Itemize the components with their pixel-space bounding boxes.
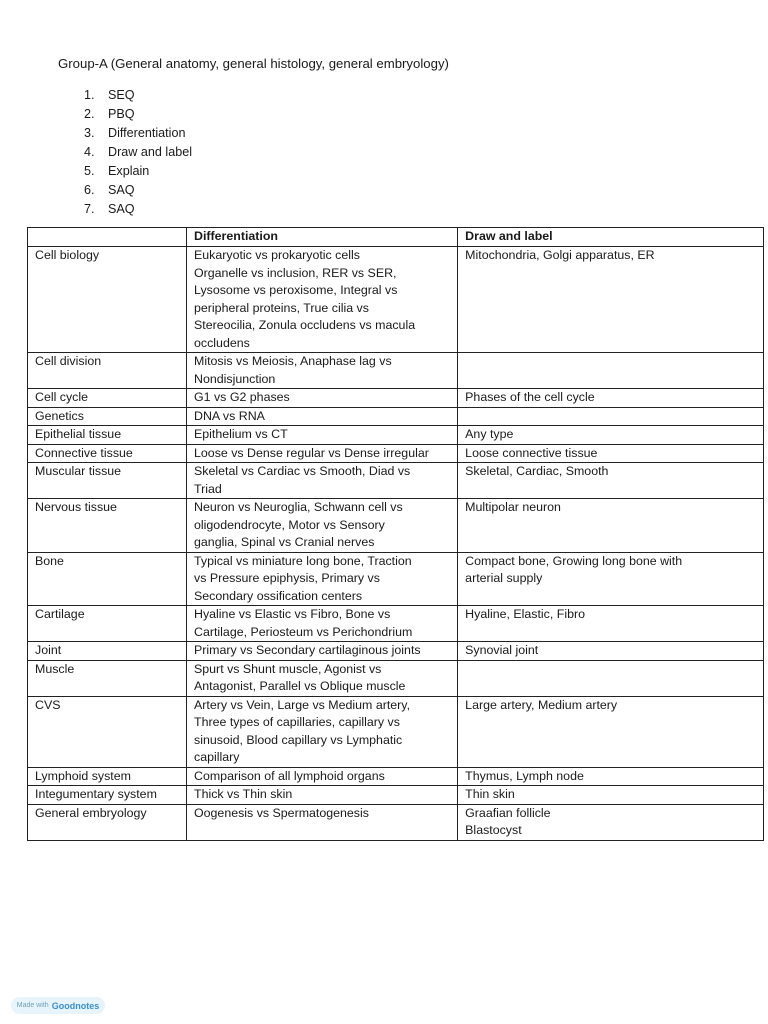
group-heading: Group-A (General anatomy, general histology, general embryology) [58,56,449,71]
table-row [28,407,764,426]
topic-cell: Genetics [28,407,187,426]
draw-label-cell: Multipolar neuron [458,499,764,553]
question-number: 7. [84,202,95,216]
table-row [28,444,764,463]
topic-cell: Bone [28,552,187,606]
draw-label-cell [458,407,764,426]
question-label: SAQ [108,183,135,197]
question-number: 5. [84,164,95,178]
differentiation-cell: Skeletal vs Cardiac vs Smooth, Diad vs Triad [187,463,458,499]
question-type-item [84,181,192,200]
question-label: SEQ [108,88,135,102]
draw-label-cell: Synovial joint [458,642,764,661]
topic-cell: Muscle [28,660,187,696]
table-row [28,552,764,606]
table-body [28,247,764,841]
topic-cell: Connective tissue [28,444,187,463]
table-row [28,247,764,353]
draw-label-cell: Thymus, Lymph node [458,767,764,786]
draw-label-cell: Large artery, Medium artery [458,696,764,767]
table-row [28,786,764,805]
question-number: 3. [84,126,95,140]
topic-cell: Cell cycle [28,389,187,408]
table-row [28,767,764,786]
topic-cell: CVS [28,696,187,767]
question-type-item [84,200,192,219]
draw-label-cell: Hyaline, Elastic, Fibro [458,606,764,642]
table-row [28,353,764,389]
question-type-item [84,124,192,143]
question-number: 6. [84,183,95,197]
goodnotes-watermark [11,997,105,1014]
draw-label-cell: Phases of the cell cycle [458,389,764,408]
question-type-item [84,162,192,181]
topic-cell: Muscular tissue [28,463,187,499]
header-differentiation: Differentiation [187,228,458,247]
topic-cell: Cartilage [28,606,187,642]
question-label: Differentiation [108,126,186,140]
question-label: Explain [108,164,150,178]
topic-cell: Cell biology [28,247,187,353]
table-row [28,389,764,408]
draw-label-cell [458,660,764,696]
differentiation-cell: Primary vs Secondary cartilaginous joints [187,642,458,661]
header-topic [28,228,187,247]
question-number: 1. [84,88,95,102]
draw-label-cell [458,353,764,389]
draw-label-cell: Skeletal, Cardiac, Smooth [458,463,764,499]
table-row [28,660,764,696]
topic-cell: General embryology [28,804,187,840]
differentiation-cell: Neuron vs Neuroglia, Schwann cell vs oligodendrocyte, Motor vs Sensory ganglia, Spinal vs Cranial nerves [187,499,458,553]
topic-cell: Epithelial tissue [28,426,187,445]
differentiation-cell: Eukaryotic vs prokaryotic cells Organelle vs inclusion, RER vs SER, Lysosome vs peroxisome, Integral vs peripheral proteins, True cilia vs Stereocilia, Zonula occludens vs macula occludens [187,247,458,353]
differentiation-cell: Artery vs Vein, Large vs Medium artery, Three types of capillaries, capillary vs sinusoid, Blood capillary vs Lymphatic capillary [187,696,458,767]
draw-label-cell: Loose connective tissue [458,444,764,463]
question-type-item [84,143,192,162]
differentiation-cell: G1 vs G2 phases [187,389,458,408]
question-label: SAQ [108,202,135,216]
question-type-item [84,105,192,124]
table-row [28,606,764,642]
watermark-brand: Goodnotes [51,1000,100,1011]
differentiation-cell: Spurt vs Shunt muscle, Agonist vs Antagonist, Parallel vs Oblique muscle [187,660,458,696]
topic-cell: Cell division [28,353,187,389]
table-row [28,642,764,661]
question-label: Draw and label [108,145,193,159]
differentiation-cell: Epithelium vs CT [187,426,458,445]
table-row [28,499,764,553]
draw-label-cell: Compact bone, Growing long bone with arterial supply [458,552,764,606]
differentiation-cell: Thick vs Thin skin [187,786,458,805]
table-header-row [28,228,764,247]
table-row [28,696,764,767]
differentiation-cell: Hyaline vs Elastic vs Fibro, Bone vs Cartilage, Periosteum vs Perichondrium [187,606,458,642]
draw-label-cell: Thin skin [458,786,764,805]
topic-cell: Integumentary system [28,786,187,805]
question-number: 2. [84,107,95,121]
topic-cell: Nervous tissue [28,499,187,553]
watermark-prefix: Made with [16,1002,49,1009]
table-row [28,426,764,445]
differentiation-cell: Comparison of all lymphoid organs [187,767,458,786]
question-type-item [84,86,192,105]
differentiation-cell: DNA vs RNA [187,407,458,426]
differentiation-cell: Oogenesis vs Spermatogenesis [187,804,458,840]
syllabus-table [27,227,764,841]
header-draw-and-label: Draw and label [458,228,764,247]
draw-label-cell: Graafian follicle Blastocyst [458,804,764,840]
differentiation-cell: Mitosis vs Meiosis, Anaphase lag vs Nondisjunction [187,353,458,389]
table-row [28,463,764,499]
question-type-list [84,86,192,219]
topic-cell: Joint [28,642,187,661]
draw-label-cell: Mitochondria, Golgi apparatus, ER [458,247,764,353]
differentiation-cell: Loose vs Dense regular vs Dense irregular [187,444,458,463]
table-row [28,804,764,840]
question-label: PBQ [108,107,135,121]
question-number: 4. [84,145,95,159]
draw-label-cell: Any type [458,426,764,445]
differentiation-cell: Typical vs miniature long bone, Traction vs Pressure epiphysis, Primary vs Secondary ossification centers [187,552,458,606]
topic-cell: Lymphoid system [28,767,187,786]
